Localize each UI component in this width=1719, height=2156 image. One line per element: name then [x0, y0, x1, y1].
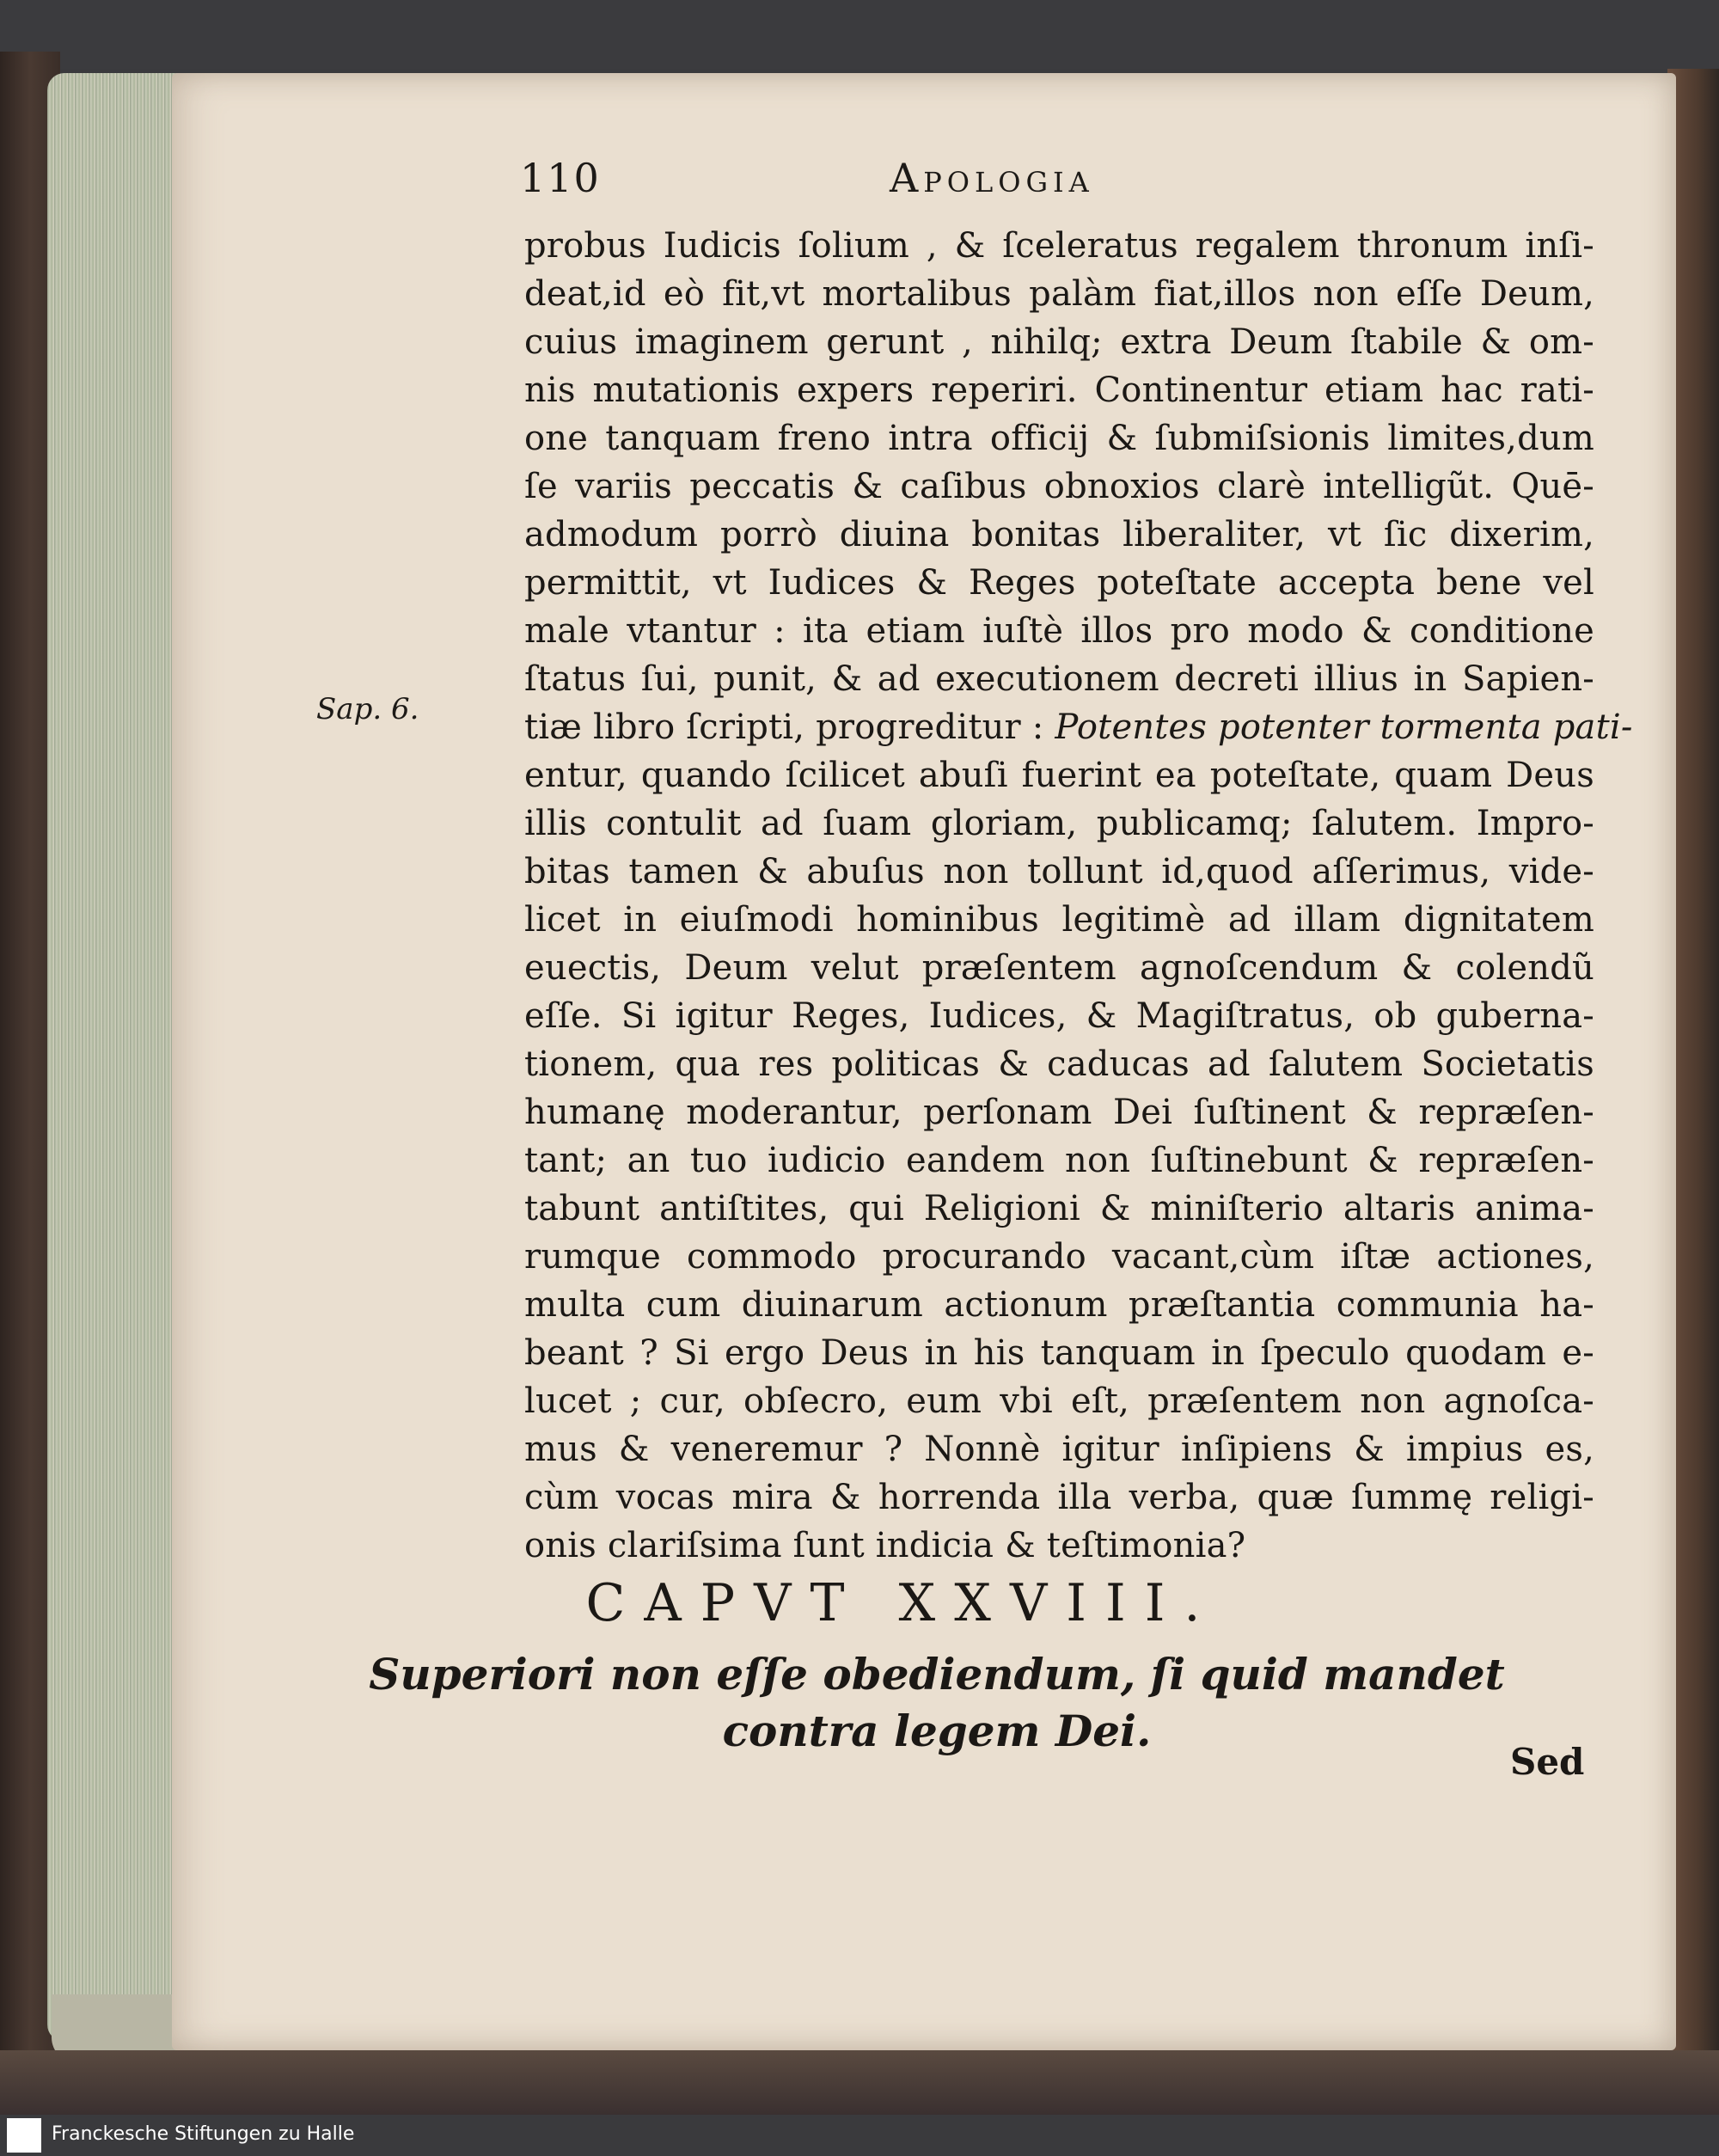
text-line: one tanquam freno intra officij & ſubmiſsionis limites,dum [524, 419, 1594, 458]
text-line: probus Iudicis ſolium , & ſceleratus regalem thronum inſi- [524, 226, 1594, 266]
chapter-subtitle [0, 1646, 1719, 1760]
text-line: ſe variis peccatis & caſibus obnoxios clarè intelligũt. Quē- [524, 467, 1594, 506]
chapter-subtitle-line: Superiori non eſſe obediendum, ſi quid mandet [369, 1649, 1505, 1700]
margin-note: Sap. 6. [316, 692, 419, 726]
text-line: licet in eiuſmodi hominibus legitimè ad illam dignitatem [524, 900, 1594, 940]
text-line: cuius imaginem gerunt , nihilq; extra Deum ſtabile & om- [524, 322, 1594, 362]
text-line: humanę moderantur, perſonam Dei ſuſtinent & repræſen- [524, 1093, 1594, 1132]
chapter-heading: CAPVT XXVIII. [585, 1573, 1220, 1633]
quote-italic: Potentes potenter tormenta pati- [1055, 707, 1633, 747]
text-line: ſtatus ſui, punit, & ad executionem decreti illius in Sapien- [524, 659, 1594, 699]
text-line: cùm vocas mira & horrenda illa verba, quæ ſummę religi- [524, 1478, 1594, 1517]
footer-institution: Franckesche Stiftungen zu Halle [52, 2123, 355, 2145]
text-line: male vtantur : ita etiam iuſtè illos pro modo & conditione [524, 611, 1594, 651]
text-line: rumque commodo procurando vacant,cùm iſtæ actiones, [524, 1237, 1594, 1277]
text-line: tabunt antiſtites, qui Religioni & miniſterio altaris anima- [524, 1189, 1594, 1228]
text-line: entur, quando ſcilicet abuſi fuerint ea poteſtate, quam Deus [524, 756, 1594, 795]
running-title: Apologia [890, 155, 1094, 201]
text-line: eſſe. Si igitur Reges, Iudices, & Magiſtratus, ob guberna- [524, 996, 1594, 1036]
text-line: lucet ; cur, obſecro, eum vbi eſt, præſentem non agnoſca- [524, 1381, 1594, 1421]
text-line: bitas tamen & abuſus non tollunt id,quod aſſerimus, vide- [524, 852, 1594, 891]
book-bottom [0, 2050, 1719, 2115]
page-header [0, 155, 1719, 215]
text-line: tionem, qua res politicas & caducas ad ſalutem Societatis [524, 1044, 1594, 1084]
text-line: nis mutationis expers reperiri. Continentur etiam hac rati- [524, 371, 1594, 410]
text-line: euectis, Deum velut præſentem agnoſcendum & colendũ [524, 948, 1594, 988]
text-line: onis clariſsima ſunt indicia & teſtimonia? [524, 1526, 1246, 1565]
catchword: Sed [1510, 1741, 1585, 1783]
text-line-with-quote [524, 703, 1633, 751]
text-line: tant; an tuo iudicio eandem non ſuſtinebunt & repræſen- [524, 1141, 1594, 1180]
page-number: 110 [520, 155, 601, 201]
chapter-subtitle-line: contra legem Dei. [722, 1706, 1152, 1756]
text-line: deat,id eò fit,vt mortalibus palàm fiat,illos non eſſe Deum, [524, 274, 1594, 314]
text-line: permittit, vt Iudices & Reges poteſtate accepta bene vel [524, 563, 1594, 603]
text-line: illis contulit ad ſuam gloriam, publicamq; ſalutem. Impro- [524, 804, 1594, 843]
text-line: admodum porrò diuina bonitas liberaliter, vt ſic dixerim, [524, 515, 1594, 554]
text-line: multa cum diuinarum actionum præſtantia communia ha- [524, 1285, 1594, 1325]
text-line: mus & veneremur ? Nonnè igitur inſipiens & impius es, [524, 1430, 1594, 1469]
text-segment: tiæ libro ſcripti, progreditur : [524, 707, 1044, 747]
text-line: beant ? Si ergo Deus in his tanquam in ſpeculo quodam e- [524, 1333, 1594, 1373]
body-text [524, 222, 1633, 1570]
scan-background [0, 0, 1719, 69]
institution-logo-icon [7, 2118, 41, 2153]
footer-bar [0, 2115, 1719, 2156]
